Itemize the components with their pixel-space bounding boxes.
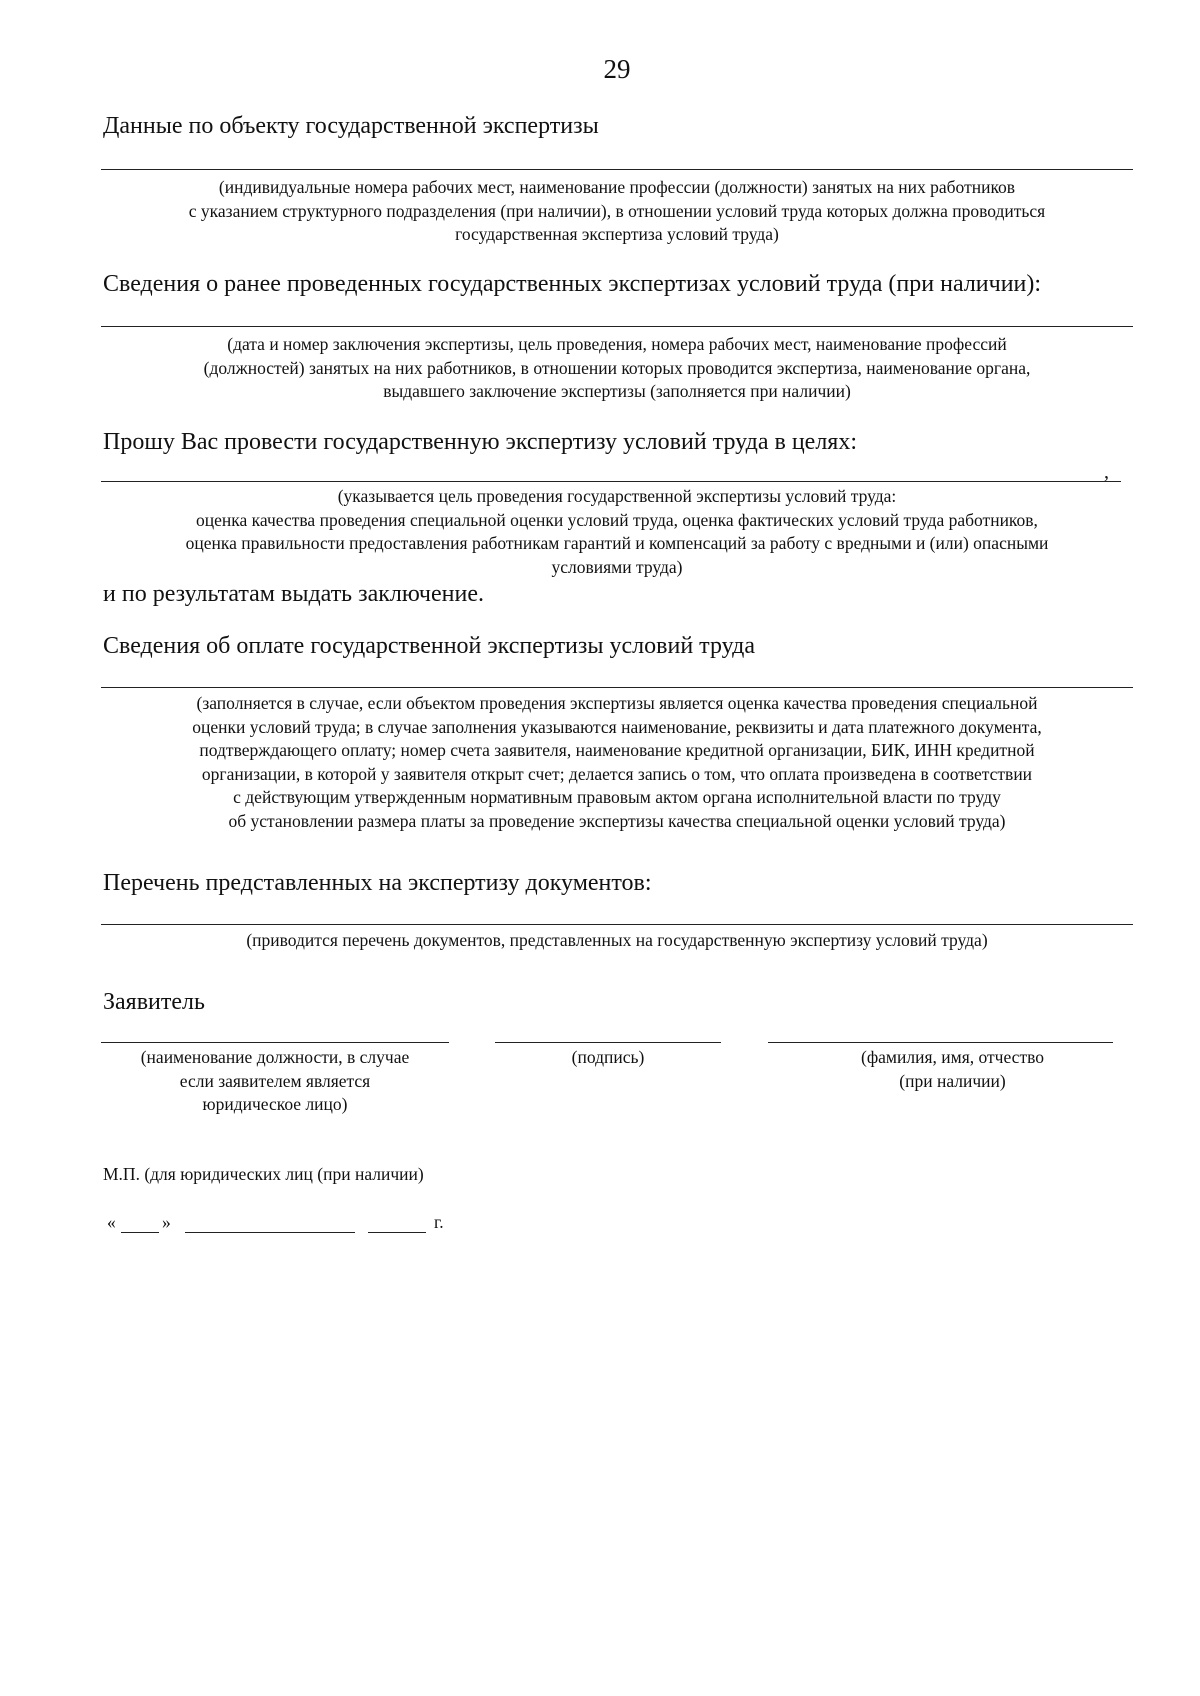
date-year-suffix: г. — [434, 1212, 444, 1232]
payment-note-line-6: об установлении размера платы за проведение экспертизы качества специальной оценки условий труда) — [228, 810, 1006, 831]
previous-expertise-note-line-3: выдавшего заключение экспертизы (заполняется при наличии) — [383, 381, 851, 401]
date-close-quote: » — [162, 1212, 171, 1232]
object-data-note-line-2: с указанием структурного подразделения (при наличии), в отношении условий труда которых должна проводиться — [188, 200, 1046, 221]
applicant-heading: Заявитель — [103, 989, 205, 1015]
object-data-fill-line[interactable] — [101, 169, 1133, 170]
applicant-position-note-line-3: юридическое лицо) — [202, 1094, 348, 1114]
object-data-note-line-1: (индивидуальные номера рабочих мест, наименование профессии (должности) занятых на них работников — [218, 177, 1016, 197]
applicant-position-note-line-1: (наименование должности, в случае — [140, 1047, 410, 1067]
applicant-name-note-line-2: (при наличии) — [899, 1070, 1006, 1091]
payment-note-line-4: организации, в которой у заявителя открыт счет; делается запись о том, что оплата произведена в соответствии — [201, 763, 1033, 784]
payment-note-line-5: с действующим утвержденным нормативным правовым актом органа исполнительной власти по труду — [233, 787, 1001, 807]
page-number: 29 — [603, 54, 631, 84]
previous-expertise-fill-line[interactable] — [101, 326, 1133, 327]
object-data-heading: Данные по объекту государственной экспертизы — [103, 113, 599, 139]
request-note — [101, 485, 1133, 579]
documents-fill-line[interactable] — [101, 924, 1133, 925]
object-data-note-line-3: государственная экспертиза условий труда) — [455, 224, 779, 244]
payment-fill-line[interactable] — [101, 687, 1133, 688]
request-note-line-3: оценка правильности предоставления работникам гарантий и компенсаций за работу с вредными и (или) опасными — [185, 533, 1049, 553]
applicant-signature-line[interactable] — [495, 1042, 721, 1043]
request-conclusion: и по результатам выдать заключение. — [103, 581, 484, 607]
payment-note — [101, 692, 1133, 833]
previous-expertise-heading: Сведения о ранее проведенных государственных экспертизах условий труда (при наличии): — [103, 271, 1042, 297]
request-note-line-2: оценка качества проведения специальной оценки условий труда, оценка фактических условий труда работников, — [196, 509, 1038, 530]
payment-note-line-3: подтверждающего оплату; номер счета заявителя, наименование кредитной организации, БИК, ИНН кредитной — [199, 740, 1035, 760]
previous-expertise-note-line-1: (дата и номер заключения экспертизы, цель проведения, номера рабочих мест, наименование профессий — [227, 334, 1007, 354]
date-open-quote: « — [107, 1212, 116, 1232]
applicant-name-note-line-1: (фамилия, имя, отчество — [861, 1047, 1044, 1067]
documents-note: (приводится перечень документов, представленных на государственную экспертизу условий труда) — [246, 930, 988, 950]
previous-expertise-note — [101, 333, 1133, 404]
date-month-blank[interactable] — [185, 1232, 355, 1233]
date-year-blank[interactable] — [368, 1232, 426, 1233]
documents-heading: Перечень представленных на экспертизу документов: — [103, 870, 652, 896]
applicant-position-note — [101, 1046, 449, 1117]
applicant-name-note — [780, 1046, 1125, 1093]
request-note-line-4: условиями труда) — [551, 556, 683, 577]
previous-expertise-note-line-2: (должностей) занятых на них работников, в отношении которых проводится экспертиза, наименование органа, — [203, 357, 1031, 378]
stamp-text: М.П. (для юридических лиц (при наличии) — [103, 1164, 424, 1184]
applicant-name-line[interactable] — [768, 1042, 1113, 1043]
payment-heading: Сведения об оплате государственной экспертизы условий труда — [103, 633, 755, 659]
payment-note-line-2: оценки условий труда; в случае заполнения указываются наименование, реквизиты и дата платежного документа, — [192, 716, 1042, 737]
request-comma: , — [1104, 461, 1109, 483]
object-data-note — [101, 176, 1133, 247]
applicant-position-note-line-2: если заявителем является — [179, 1070, 371, 1091]
request-heading: Прошу Вас провести государственную экспертизу условий труда в целях: — [103, 429, 858, 455]
applicant-signature-note: (подпись) — [571, 1047, 645, 1067]
request-note-line-1: (указывается цель проведения государственной экспертизы условий труда: — [337, 486, 897, 506]
request-fill-line[interactable] — [101, 481, 1121, 482]
applicant-position-line[interactable] — [101, 1042, 449, 1043]
date-day-blank[interactable] — [121, 1232, 159, 1233]
payment-note-line-1: (заполняется в случае, если объектом проведения экспертизы является оценка качества проведения специальной — [196, 693, 1038, 713]
